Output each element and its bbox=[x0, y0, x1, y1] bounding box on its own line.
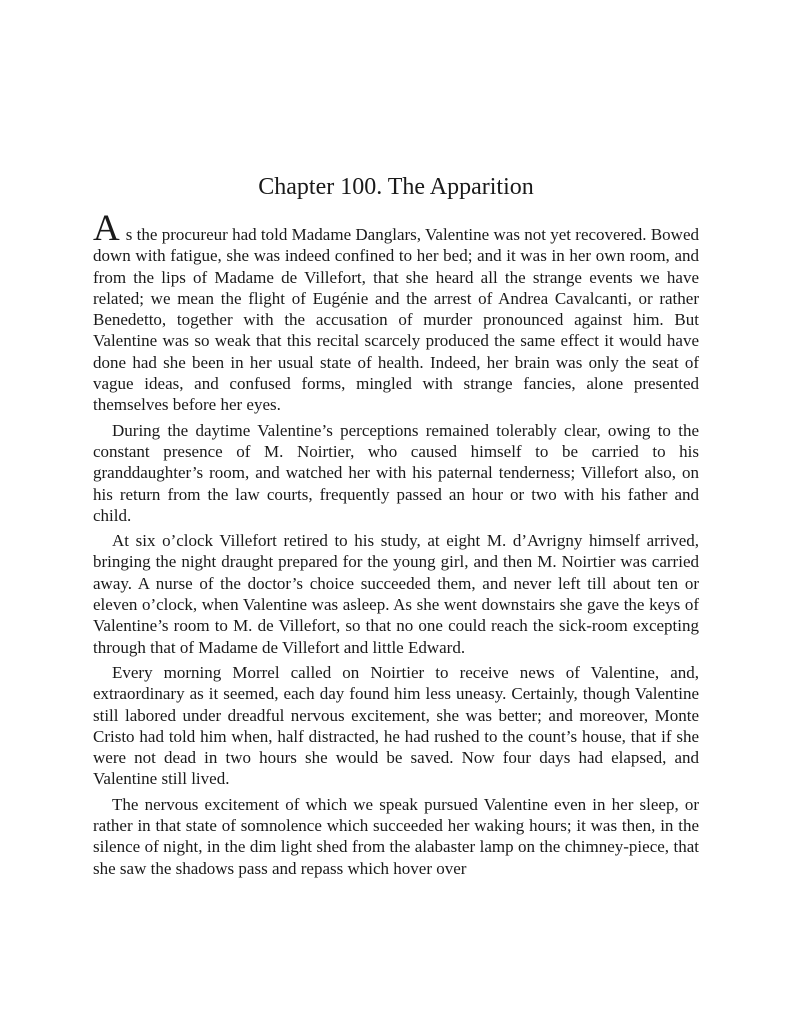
chapter-body bbox=[93, 208, 699, 883]
drop-cap: A bbox=[93, 208, 120, 249]
chapter-title: Chapter 100. The Apparition bbox=[258, 174, 534, 200]
paragraph-3: At six o’clock Villefort retired to his study, at eight M. d’Avrigny himself arrived, bringing the night draught prepared for the young girl, and then M. Noirtier was carried away. A nurse of the doctor’s choice succeeded them, and never left till about ten or eleven o’clock, when Valentine was asleep. As she went downstairs she gave the keys of Valentine’s room to M. de Villefort, so that no one could reach the sick-room excepting through that of Madame de Villefort and little Edward. bbox=[93, 531, 699, 657]
paragraph-1 bbox=[93, 208, 699, 416]
paragraph-1-text: s the procureur had told Madame Danglars, Valentine was not yet recovered. Bowed down with fatigue, she was indeed confined to her bed; and it was in her own room, and from the lips of Madame de Villefort, that she heard all the strange events we have related; we mean the flight of Eugénie and the arrest of Andrea Cavalcanti, or rather Benedetto, together with the accusation of murder pronounced against him. But Valentine was so weak that this recital scarcely produced the same effect it would have done had she been in her usual state of health. Indeed, her brain was only the seat of vague ideas, and confused forms, mingled with strange fancies, alone presented themselves before her eyes. bbox=[93, 225, 699, 415]
paragraph-4: Every morning Morrel called on Noirtier to receive news of Valentine, and, extraordinary as it seemed, each day found him less uneasy. Certainly, though Valentine still labored under dreadful nervous excitement, she was better; and moreover, Monte Cristo had told him when, half distracted, he had rushed to the count’s house, that if she were not dead in two hours she would be saved. Now four days had elapsed, and Valentine still lived. bbox=[93, 662, 699, 789]
paragraph-2: During the daytime Valentine’s perceptions remained tolerably clear, owing to the constant presence of M. Noirtier, who caused himself to be carried to his granddaughter’s room, and watched her with his paternal tenderness; Villefort also, on his return from the law courts, frequently passed an hour or two with his father and child. bbox=[93, 420, 699, 525]
book-page bbox=[93, 0, 699, 1024]
paragraph-5: The nervous excitement of which we speak pursued Valentine even in her sleep, or rather in that state of somnolence which succeeded her waking hours; it was then, in the silence of night, in the dim light shed from the alabaster lamp on the chimney-piece, that she saw the shadows pass and repass which hover over bbox=[93, 794, 699, 878]
